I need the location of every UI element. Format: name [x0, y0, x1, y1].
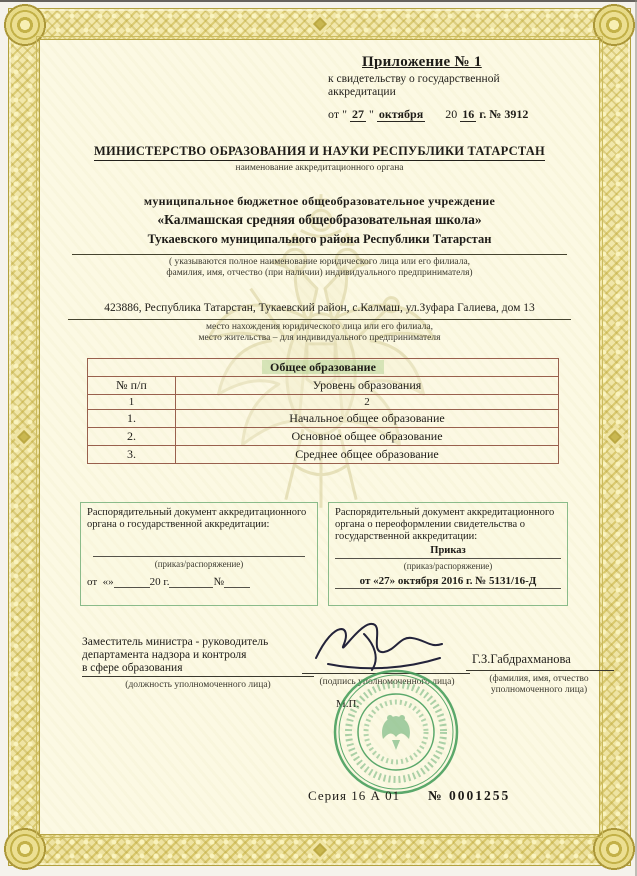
table-row — [88, 409, 558, 427]
column-header-level: Уровень образования — [312, 378, 422, 392]
edge-ornament — [308, 13, 331, 36]
blank-line — [93, 543, 305, 557]
table-title: Общее образование — [262, 360, 384, 374]
education-level-cell: Начальное общее образование — [289, 411, 445, 425]
organization-block — [40, 194, 599, 247]
organization-type: муниципальное бюджетное общеобразовательное учреждение — [143, 194, 496, 208]
appendix-subtitle-line1: к свидетельству о государственной — [328, 72, 500, 85]
organization-district: Тукаевского муниципального района Республики Татарстан — [147, 232, 492, 246]
organization-caption-line1: ( указываются полное наименование юридического лица или его филиала, — [168, 257, 471, 267]
subheader-number: 1 — [88, 395, 176, 409]
row-number-cell: 3. — [88, 446, 176, 463]
certificate-number: № 0001255 — [428, 788, 511, 803]
education-level-cell: Среднее общее образование — [295, 447, 439, 461]
reissue-box-text: Распорядительный документ аккредитационного органа о переоформлении свидетельства о государственной аккредитации: — [335, 507, 555, 542]
reissue-order-caption: (приказ/распоряжение) — [403, 561, 493, 571]
address-caption-line2: место жительства – для индивидуального предпринимателя — [198, 332, 441, 343]
accreditation-date-line — [328, 108, 580, 122]
table-row — [88, 427, 558, 445]
organization-rule — [72, 254, 567, 255]
position-line3: в сфере образования — [82, 662, 314, 677]
ministry-caption: наименование аккредитационного органа — [235, 163, 404, 173]
table-row — [88, 445, 558, 463]
edge-ornament — [308, 839, 331, 862]
table-header-row — [88, 376, 558, 394]
order-caption: (приказ/распоряжение) — [154, 559, 244, 569]
scan-edge-top — [0, 0, 637, 2]
blank-segment — [114, 577, 150, 588]
official-position — [82, 636, 314, 677]
table-subheader-row — [88, 394, 558, 409]
subheader-level: 2 — [364, 396, 370, 408]
blank-segment — [169, 577, 213, 588]
address-rule — [68, 319, 571, 320]
address-caption — [40, 322, 599, 343]
reissue-order-box — [328, 502, 568, 606]
organization-name: «Калмашская средняя общеобразовательная школа» — [157, 212, 482, 227]
date-year: 16 — [462, 106, 475, 121]
order-date-line — [87, 576, 311, 588]
organization-caption — [40, 257, 599, 278]
certificate-frame — [8, 8, 631, 866]
ministry-block — [40, 142, 599, 174]
certificate-page — [39, 39, 600, 835]
position-line2: департамента надзора и контроля — [82, 649, 247, 661]
position-line1: Заместитель министра - руководитель — [82, 636, 269, 648]
order-date-year: 20 г. — [149, 576, 170, 588]
date-year-prefix: 20 — [445, 106, 458, 121]
name-caption — [460, 674, 618, 695]
date-day: 27 — [351, 106, 364, 121]
table-title-row — [88, 359, 558, 376]
date-prefix: от " — [328, 106, 347, 121]
position-caption: (должность уполномоченного лица) — [125, 680, 271, 690]
column-header-number: № п/п — [88, 377, 176, 394]
series-label: Серия 16 А 01 — [308, 788, 401, 803]
name-caption-line1: (фамилия, имя, отчество — [489, 674, 589, 684]
edge-ornament — [13, 426, 36, 449]
organization-caption-line2: фамилия, имя, отчество (при наличии) индивидуального предпринимателя) — [166, 267, 473, 278]
education-level-cell: Основное общее образование — [291, 429, 443, 443]
reissue-order-date: от «27» октября 2016 г. № 5131/16-Д — [335, 575, 561, 589]
order-date-number: № — [213, 576, 224, 588]
name-rule — [466, 670, 614, 671]
signature-caption: (подпись уполномоченного лица) — [319, 677, 455, 687]
appendix-title: Приложение № 1 — [362, 54, 482, 70]
address-caption-line1: место нахождения юридического лица или его филиала, — [205, 322, 433, 332]
order-box-text: Распорядительный документ аккредитационного органа о государственной аккредитации: — [87, 507, 307, 530]
reissue-order-value: Приказ — [335, 545, 561, 559]
order-date-from: от «» — [87, 576, 114, 588]
education-table — [87, 358, 559, 464]
blank-segment — [224, 577, 250, 588]
date-month: октября — [378, 106, 424, 121]
appendix-header — [328, 56, 580, 121]
seal-mark: М.П. — [336, 698, 360, 710]
edge-ornament — [604, 426, 627, 449]
accreditation-order-box — [80, 502, 318, 606]
date-number: г. № 3912 — [479, 106, 529, 121]
official-name: Г.З.Габдрахманова — [472, 652, 571, 666]
name-caption-line2: уполномоченного лица) — [490, 684, 588, 695]
appendix-subtitle-line2: аккредитации — [328, 86, 396, 98]
ministry-name: МИНИСТЕРСТВО ОБРАЗОВАНИЯ И НАУКИ РЕСПУБЛИКИ ТАТАРСТАН — [94, 144, 545, 161]
official-stamp-icon — [332, 668, 460, 796]
address-line: 423886, Республика Татарстан, Тукаевский район, с.Калмаш, ул.Зуфара Галиева, дом 13 — [104, 302, 535, 314]
date-quote: " — [368, 106, 374, 121]
signature-icon — [308, 614, 448, 676]
row-number-cell: 2. — [88, 428, 176, 445]
row-number-cell: 1. — [88, 410, 176, 427]
